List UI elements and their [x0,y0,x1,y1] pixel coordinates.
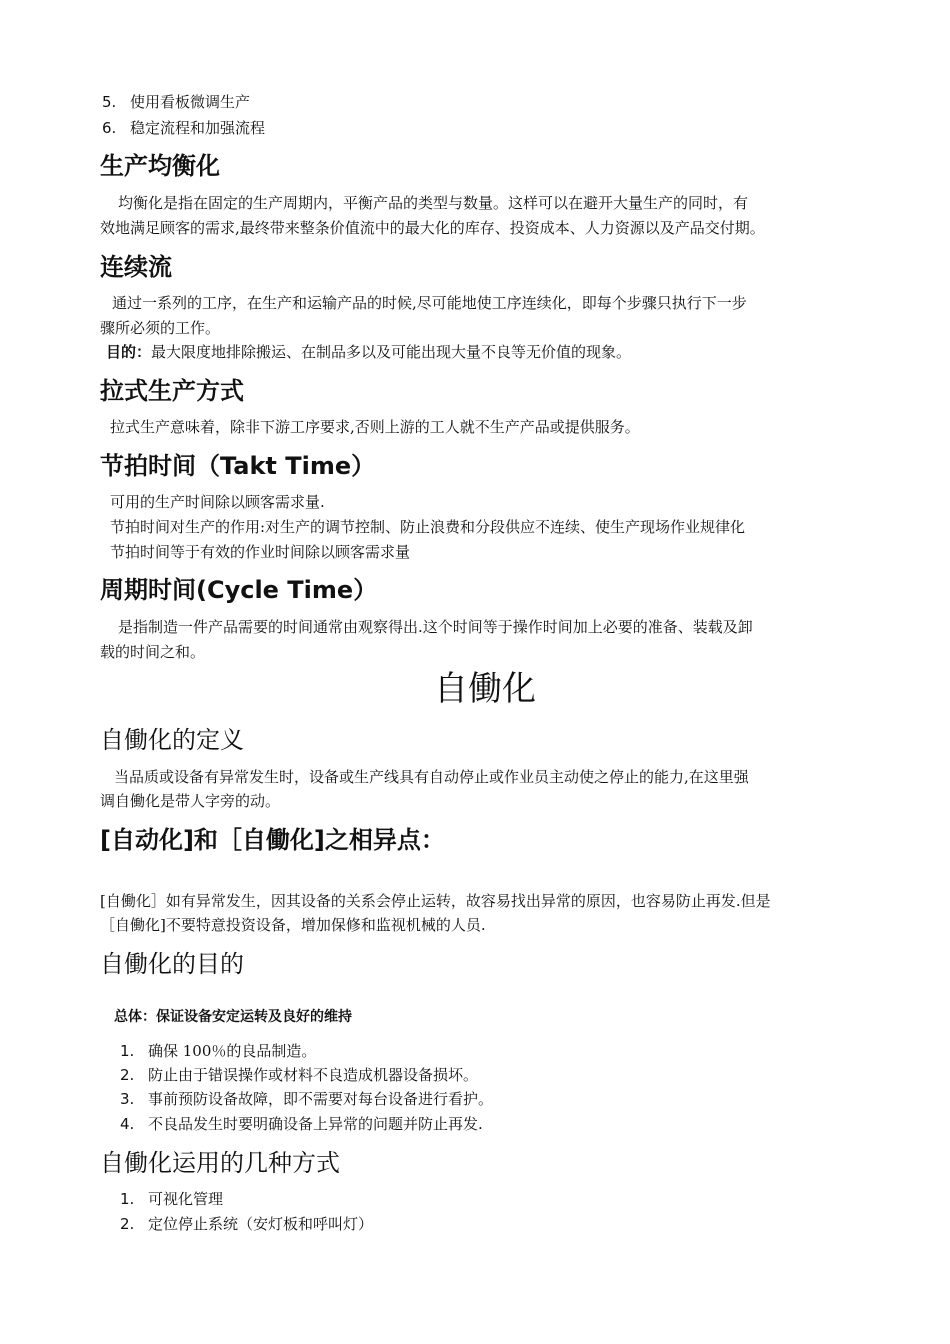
list-number: 1. [120,1190,135,1208]
list-number: 3. [120,1090,135,1108]
section-title-leveling: 生产均衡化 [100,152,220,180]
list-text: 确保 100％的良品制造。 [148,1042,317,1060]
paragraph-line: 节拍时间对生产的作用:对生产的调节控制、防止浪费和分段供应不连续、使生产现场作业规律化 [110,518,746,536]
list-number: 1. [120,1042,135,1060]
list-item [102,117,265,139]
section-title-takt: 节拍时间（Takt Time） [100,452,376,480]
list-item [120,1064,478,1086]
list-text: 不良品发生时要明确设备上异常的问题并防止再发. [148,1115,483,1133]
list-item [120,1088,493,1110]
list-text: 防止由于错误操作或材料不良造成机器设备损坏。 [148,1066,479,1084]
goal-label: 目的： [106,343,152,361]
paragraph-line: 当品质或设备有异常发生时，设备或生产线具有自动停止或作业员主动使之停止的能力,在这里强 [114,768,749,786]
list-text: 定位停止系统（安灯板和呼叫灯） [148,1215,374,1233]
list-number: 6. [102,119,117,137]
list-number: 4. [120,1115,135,1133]
section-title-difference: [自动化]和［自働化]之相异点： [100,826,445,854]
section-title-cycle: 周期时间(Cycle Time） [100,576,378,604]
section-title-pull: 拉式生产方式 [100,377,244,405]
paragraph-line: 骤所必须的工作。 [100,319,221,337]
list-text: 事前预防设备故障，即不需要对每台设备进行看护。 [148,1090,494,1108]
chapter-title: 自働化 [434,669,536,709]
section-title-definition: 自働化的定义 [100,726,244,754]
list-item [120,1213,373,1235]
goal-line [106,341,631,363]
list-item [102,91,250,113]
goals-summary: 总体：保证设备安定运转及良好的维持 [114,1009,352,1025]
list-text: 可视化管理 [148,1190,224,1208]
paragraph-line: 载的时间之和。 [100,643,206,661]
list-item [120,1040,316,1062]
list-number: 2. [120,1215,135,1233]
paragraph-line: ［自働化]不要特意投资设备，增加保修和监视机械的人员. [100,916,486,934]
section-title-ways: 自働化运用的几种方式 [100,1149,340,1177]
paragraph-line: 拉式生产意味着，除非下游工序要求,否则上游的工人就不生产产品或提供服务。 [110,418,640,436]
list-number: 5. [102,93,117,111]
paragraph-line: 可用的生产时间除以顾客需求量. [110,493,325,511]
section-title-goals: 自働化的目的 [100,950,244,978]
list-text: 使用看板微调生产 [130,93,251,111]
list-item [120,1188,223,1210]
paragraph-line: 是指制造一件产品需要的时间通常由观察得出.这个时间等于操作时间加上必要的准备、装载及卸 [118,618,753,636]
paragraph-line: 效地满足顾客的需求,最终带来整条价值流中的最大化的库存、投资成本、人力资源以及产品交付期。 [100,219,765,237]
paragraph-line: 节拍时间等于有效的作业时间除以顾客需求量 [110,543,411,561]
list-text: 稳定流程和加强流程 [130,119,266,137]
section-title-flow: 连续流 [100,253,172,281]
list-number: 2. [120,1066,135,1084]
paragraph-line: 均衡化是指在固定的生产周期内，平衡产品的类型与数量。这样可以在避开大量生产的同时，有 [118,194,749,212]
goal-text: 最大限度地排除搬运、在制品多以及可能出现大量不良等无价值的现象。 [151,343,632,361]
list-item [120,1113,483,1135]
paragraph-line: [自働化］如有异常发生，因其设备的关系会停止运转，故容易找出异常的原因，也容易防止再发.但是 [100,892,771,910]
paragraph-line: 调自働化是带人字旁的动。 [100,792,281,810]
paragraph-line: 通过一系列的工序，在生产和运输产品的时候,尽可能地使工序连续化，即每个步骤只执行下一步 [112,294,747,312]
